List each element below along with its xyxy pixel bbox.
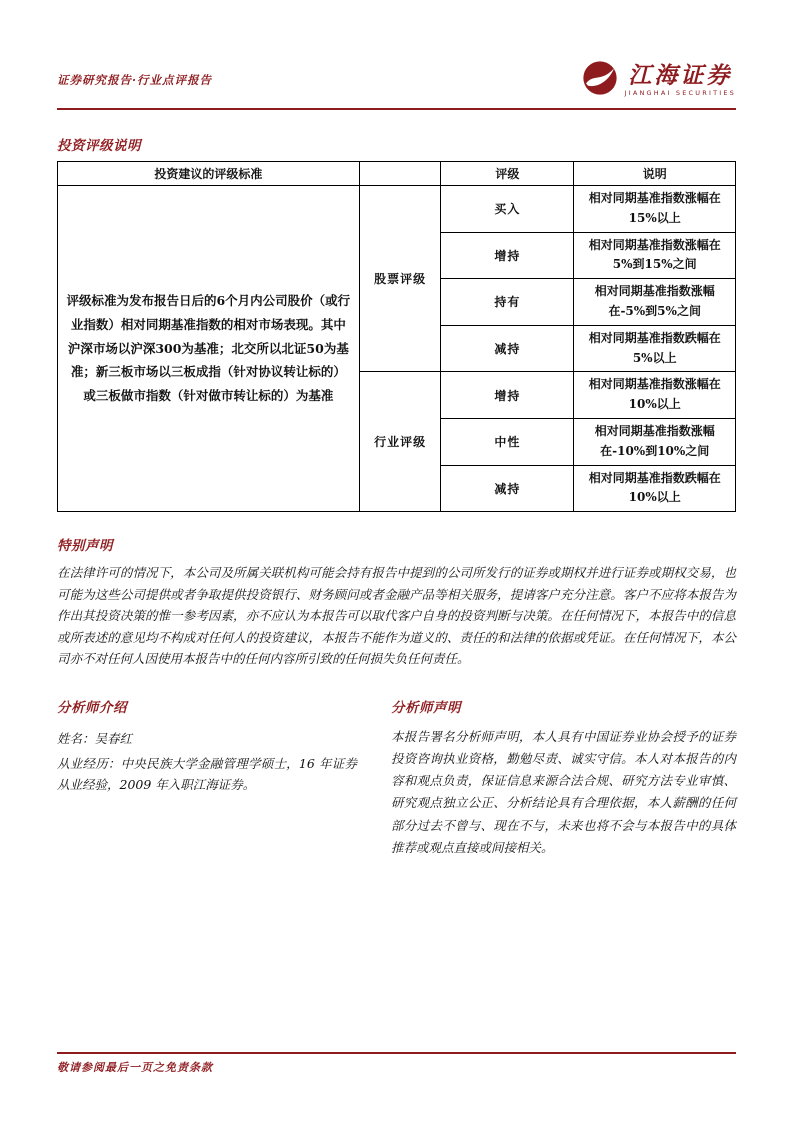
rating-label: 减持 xyxy=(441,325,574,372)
analyst-name: 吴春红 xyxy=(94,730,133,746)
analyst-statement-title: 分析师声明 xyxy=(391,699,461,716)
rating-table xyxy=(57,161,736,512)
analyst-bio: 中央民族大学金融管理学硕士，16 年证券从业经验，2009 年入职江海证券。 xyxy=(57,755,357,793)
rating-label: 中性 xyxy=(441,418,574,465)
rating-description: 相对同期基准指数涨幅在5%到15%之间 xyxy=(574,232,736,279)
analyst-bio-label: 从业经历： xyxy=(57,755,121,771)
rating-description: 相对同期基准指数跌幅在5%以上 xyxy=(574,325,736,372)
breadcrumb: 证券研究报告·行业点评报告 xyxy=(57,73,213,87)
rating-description: 相对同期基准指数跌幅在10%以上 xyxy=(574,465,736,512)
rating-description: 相对同期基准指数涨幅在-10%到10%之间 xyxy=(574,418,736,465)
header-cell-empty xyxy=(359,162,441,186)
footer-disclaimer: 敬请参阅最后一页之免责条款 xyxy=(57,1061,213,1074)
analyst-name-line xyxy=(57,728,357,749)
special-statement-body: 在法律许可的情况下，本公司及所属关联机构可能会持有报告中提到的公司所发行的证券或期权并进行证券或期权交易，也可能为这些公司提供或者争取提供投资银行、财务顾问或者金融产品等相关服务，提请客户充分注意。客户不应将本报告为作出其投资决策的惟一参考因素，亦不应认为本报告可以取代客户自身的投资判断与决策。在任何情况下，本报告中的信息或所表述的意见均不构成对任何人的投资建议，本报告不能作为道义的、责任的和法律的依据或凭证。在任何情况下，本公司亦不对任何人因使用本报告中的任何内容所引致的任何损失负任何责任。 xyxy=(57,565,736,667)
group-stock-rating: 股票评级 xyxy=(359,186,441,372)
brand-name: 江海证券 xyxy=(628,61,733,89)
header-cell-description: 说明 xyxy=(574,162,736,186)
rating-label: 持有 xyxy=(441,279,574,326)
rating-table-header-row xyxy=(58,162,736,186)
table-row xyxy=(58,186,736,233)
brand-logo xyxy=(582,60,736,100)
footer-rule xyxy=(57,1052,736,1054)
brand-subtitle: JIANGHAI SECURITIES xyxy=(624,88,736,97)
rating-description: 相对同期基准指数涨幅在10%以上 xyxy=(574,372,736,419)
group-industry-rating: 行业评级 xyxy=(359,372,441,512)
rating-description: 相对同期基准指数涨幅在-5%到5%之间 xyxy=(574,279,736,326)
analyst-bio-line xyxy=(57,753,357,796)
analyst-intro-column xyxy=(57,696,357,860)
page-header xyxy=(57,57,736,103)
analyst-intro-title: 分析师介绍 xyxy=(57,699,127,716)
header-cell-rating: 评级 xyxy=(441,162,574,186)
rating-label: 买入 xyxy=(441,186,574,233)
brand-text xyxy=(624,61,736,97)
rating-description: 相对同期基准指数涨幅在15%以上 xyxy=(574,186,736,233)
analyst-statement-column xyxy=(391,696,736,860)
page-footer xyxy=(57,1052,736,1075)
rating-label: 增持 xyxy=(441,372,574,419)
special-statement-title: 特别声明 xyxy=(57,538,113,555)
analyst-name-label: 姓名： xyxy=(57,730,95,746)
analyst-section xyxy=(57,696,736,860)
header-rule xyxy=(57,108,736,110)
rating-label: 减持 xyxy=(441,465,574,512)
header-cell-standard: 投资建议的评级标准 xyxy=(58,162,360,186)
rating-label: 增持 xyxy=(441,232,574,279)
rating-section-title: 投资评级说明 xyxy=(57,138,141,154)
analyst-statement-body: 本报告署名分析师声明，本人具有中国证券业协会授予的证券投资咨询执业资格，勤勉尽责、诚实守信。本人对本报告的内容和观点负责，保证信息来源合法合规、研究方法专业审慎、研究观点独立公正、分析结论具有合理依据，本人薪酬的任何部分过去不曾与、现在不与，未来也将不会与本报告中的具体推荐或观点直接或间接相关。 xyxy=(391,728,736,855)
jianghai-circle-swoosh-icon xyxy=(582,60,618,100)
rating-standard-text: 评级标准为发布报告日后的6个月内公司股价（或行业指数）相对同期基准指数的相对市场表现。其中沪深市场以沪深300为基准；北交所以北证50为基准；新三板市场以三板成指（针对协议转让标的）或三板做市指数（针对做市转让标的）为基准 xyxy=(58,186,360,512)
